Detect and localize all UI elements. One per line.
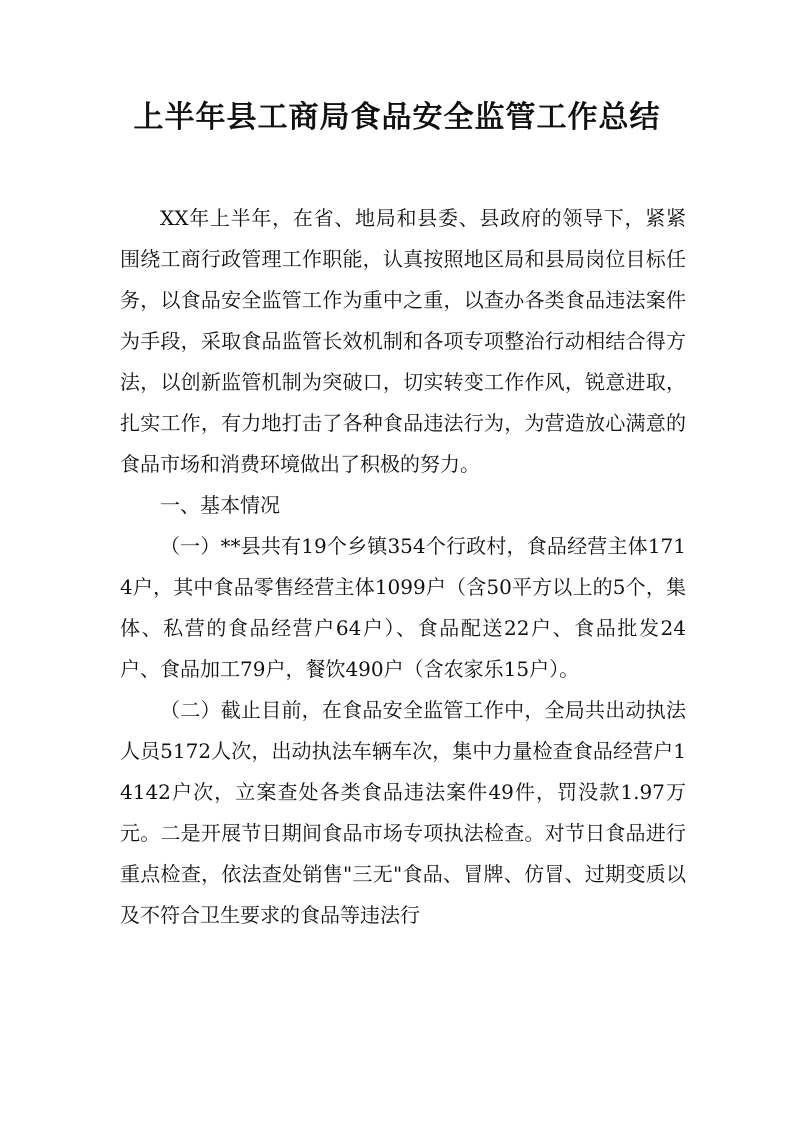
document-title: 上半年县工商局食品安全监管工作总结	[133, 100, 661, 135]
paragraph-intro: XX年上半年，在省、地局和县委、县政府的领导下，紧紧围绕工商行政管理工作职能，认真按照地区局和县局岗位目标任务，以食品安全监管工作为重中之重，以查办各类食品违法案件为手段，采取食品监管长效机制和各项专项整治行动相结合得方法，以创新监管机制为突破口，切实转变工作作风，锐意进取，扎实工作，有力地打击了各种食品违法行为，为营造放心满意的食品市场和消费环境做出了积极的努力。	[120, 206, 686, 476]
paragraph-item-2: （二）截止目前，在食品安全监管工作中，全局共出动执法人员5172人次，出动执法车辆车次，集中力量检查食品经营户14142户次，立案查处各类食品违法案件49件，罚没款1.97万元。二是开展节日期间食品市场专项执法检查。对节日食品进行重点检查，依法查处销售"三无"食品、冒牌、仿冒、过期变质以及不符合卫生要求的食品等违法行	[120, 698, 686, 927]
paragraph-item-1: （一）**县共有19个乡镇354个行政村，食品经营主体1714户，其中食品零售经营主体1099户（含50平方以上的5个，集体、私营的食品经营户64户）、食品配送22户、食品批发24户、食品加工79户，餐饮490户（含农家乐15户）。	[120, 534, 686, 681]
document-body	[120, 198, 686, 936]
section-heading-basic-situation: 一、基本情况	[160, 493, 280, 517]
